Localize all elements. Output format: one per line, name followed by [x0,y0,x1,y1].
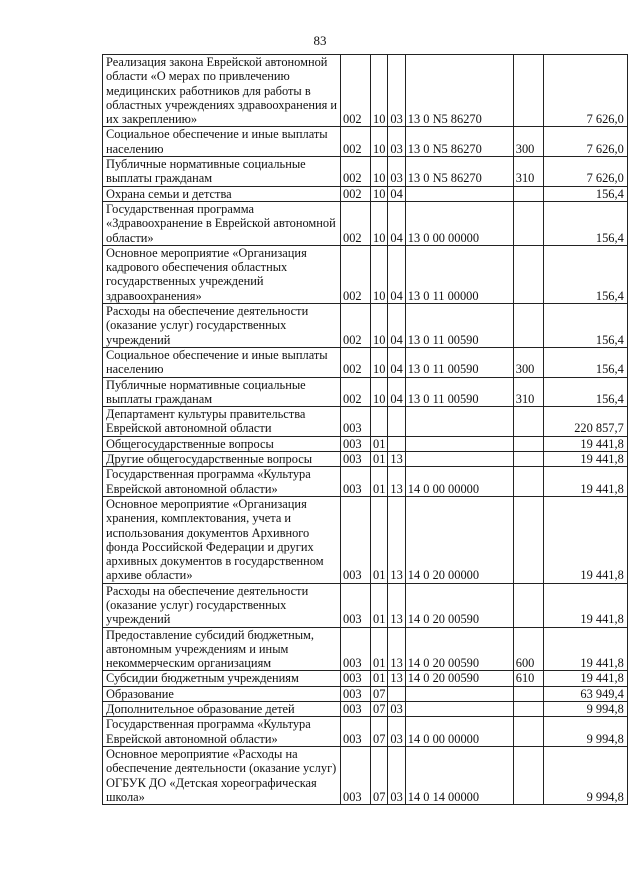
table-row [103,702,628,717]
row-rz-cell: 10 [371,186,388,201]
row-gr-cell: 003 [341,496,371,583]
row-pr-cell: 13 [388,627,405,671]
table-row [103,583,628,627]
row-vr-cell: 300 [513,127,543,157]
table-row [103,746,628,804]
row-rz-cell: 01 [371,671,388,686]
row-cs-cell: 13 0 N5 86270 [405,157,513,187]
row-gr-cell: 003 [341,627,371,671]
row-cs-cell: 13 0 11 00000 [405,245,513,303]
row-gr-cell: 002 [341,201,371,245]
row-sum-cell: 9 994,8 [543,746,627,804]
row-gr-cell: 003 [341,717,371,747]
row-vr-cell [513,452,543,467]
table-row [103,452,628,467]
table-row [103,671,628,686]
row-pr-cell: 04 [388,186,405,201]
row-rz-cell: 07 [371,702,388,717]
row-name-cell: Расходы на обеспечение деятельности (оказание услуг) государственных учреждений [103,583,341,627]
row-rz-cell: 10 [371,304,388,348]
row-name-cell: Расходы на обеспечение деятельности (оказание услуг) государственных учреждений [103,304,341,348]
row-rz-cell: 07 [371,686,388,701]
row-rz-cell: 01 [371,627,388,671]
row-name-cell: Публичные нормативные социальные выплаты гражданам [103,377,341,407]
row-cs-cell: 13 0 11 00590 [405,347,513,377]
row-pr-cell: 13 [388,452,405,467]
row-name-cell: Общегосударственные вопросы [103,436,341,451]
row-sum-cell: 19 441,8 [543,671,627,686]
row-gr-cell: 002 [341,377,371,407]
row-rz-cell: 07 [371,717,388,747]
row-sum-cell: 156,4 [543,201,627,245]
row-pr-cell: 04 [388,347,405,377]
row-gr-cell: 003 [341,671,371,686]
row-name-cell: Основное мероприятие «Организация кадрового обеспечения областных государственных учреждений здравоохранения» [103,245,341,303]
row-name-cell: Субсидии бюджетным учреждениям [103,671,341,686]
row-cs-cell [405,452,513,467]
table-row [103,686,628,701]
row-pr-cell [388,686,405,701]
row-cs-cell: 14 0 00 00000 [405,717,513,747]
row-rz-cell: 01 [371,452,388,467]
row-name-cell: Предоставление субсидий бюджетным, автономным учреждениям и иным некоммерческим организациям [103,627,341,671]
row-gr-cell: 002 [341,245,371,303]
row-gr-cell: 003 [341,746,371,804]
row-vr-cell: 310 [513,377,543,407]
table-row [103,717,628,747]
row-rz-cell: 01 [371,436,388,451]
row-cs-cell: 14 0 20 00590 [405,627,513,671]
row-name-cell: Государственная программа «Здравоохранение в Еврейской автономной области» [103,201,341,245]
row-cs-cell [405,186,513,201]
row-vr-cell [513,496,543,583]
row-vr-cell [513,304,543,348]
row-pr-cell: 03 [388,55,405,127]
row-cs-cell: 13 0 00 00000 [405,201,513,245]
budget-table [102,54,628,805]
row-cs-cell [405,702,513,717]
page-number: 83 [313,33,327,48]
table-row [103,467,628,497]
row-name-cell: Основное мероприятие «Организация хранения, комплектования, учета и использования документов Архивного фонда Российской Федерации и других архивных документов в государственном архиве области» [103,496,341,583]
row-gr-cell: 002 [341,127,371,157]
row-sum-cell: 156,4 [543,347,627,377]
row-gr-cell: 002 [341,347,371,377]
row-gr-cell: 002 [341,304,371,348]
row-sum-cell: 19 441,8 [543,436,627,451]
row-name-cell: Публичные нормативные социальные выплаты гражданам [103,157,341,187]
row-pr-cell: 13 [388,583,405,627]
table-row [103,436,628,451]
row-sum-cell: 9 994,8 [543,717,627,747]
table-row [103,496,628,583]
row-rz-cell: 01 [371,467,388,497]
row-cs-cell [405,436,513,451]
row-sum-cell: 7 626,0 [543,157,627,187]
row-sum-cell: 19 441,8 [543,496,627,583]
row-gr-cell: 002 [341,157,371,187]
row-sum-cell: 19 441,8 [543,583,627,627]
row-vr-cell [513,436,543,451]
row-gr-cell: 003 [341,702,371,717]
row-pr-cell: 13 [388,671,405,686]
row-rz-cell: 01 [371,496,388,583]
row-name-cell: Социальное обеспечение и иные выплаты населению [103,347,341,377]
row-vr-cell [513,717,543,747]
row-cs-cell: 14 0 20 00590 [405,583,513,627]
table-row [103,127,628,157]
row-vr-cell [513,201,543,245]
row-cs-cell: 13 0 11 00590 [405,377,513,407]
row-sum-cell: 7 626,0 [543,55,627,127]
row-pr-cell: 04 [388,304,405,348]
row-name-cell: Государственная программа «Культура Еврейской автономной области» [103,467,341,497]
row-cs-cell: 13 0 N5 86270 [405,55,513,127]
row-gr-cell: 003 [341,407,371,437]
row-name-cell: Социальное обеспечение и иные выплаты населению [103,127,341,157]
table-row [103,407,628,437]
row-pr-cell [388,407,405,437]
row-vr-cell [513,583,543,627]
row-cs-cell: 13 0 11 00590 [405,304,513,348]
row-vr-cell: 310 [513,157,543,187]
row-sum-cell: 156,4 [543,186,627,201]
table-row [103,55,628,127]
row-name-cell: Реализация закона Еврейской автономной области «О мерах по привлечению медицинских работников для работы в областных учреждениях здравоохранения и их закреплению» [103,55,341,127]
row-vr-cell [513,55,543,127]
row-rz-cell [371,407,388,437]
row-gr-cell: 003 [341,583,371,627]
row-name-cell: Департамент культуры правительства Еврейской автономной области [103,407,341,437]
row-vr-cell: 300 [513,347,543,377]
row-vr-cell [513,407,543,437]
row-sum-cell: 220 857,7 [543,407,627,437]
row-sum-cell: 7 626,0 [543,127,627,157]
row-vr-cell [513,702,543,717]
table-row [103,347,628,377]
row-cs-cell: 13 0 N5 86270 [405,127,513,157]
row-gr-cell: 003 [341,467,371,497]
row-name-cell: Образование [103,686,341,701]
row-pr-cell: 03 [388,127,405,157]
table-row [103,186,628,201]
row-gr-cell: 003 [341,686,371,701]
row-name-cell: Другие общегосударственные вопросы [103,452,341,467]
table-row [103,304,628,348]
row-sum-cell: 156,4 [543,304,627,348]
row-pr-cell: 04 [388,377,405,407]
row-sum-cell: 19 441,8 [543,627,627,671]
row-rz-cell: 10 [371,201,388,245]
table-row [103,157,628,187]
row-pr-cell: 13 [388,467,405,497]
table-row [103,245,628,303]
row-name-cell: Охрана семьи и детства [103,186,341,201]
table-row [103,377,628,407]
row-gr-cell: 002 [341,55,371,127]
row-sum-cell: 156,4 [543,245,627,303]
row-pr-cell: 03 [388,157,405,187]
row-pr-cell: 03 [388,746,405,804]
row-sum-cell: 156,4 [543,377,627,407]
row-cs-cell: 14 0 14 00000 [405,746,513,804]
row-vr-cell: 600 [513,627,543,671]
row-vr-cell [513,186,543,201]
row-sum-cell: 19 441,8 [543,452,627,467]
row-rz-cell: 10 [371,245,388,303]
row-sum-cell: 63 949,4 [543,686,627,701]
row-gr-cell: 003 [341,436,371,451]
row-rz-cell: 10 [371,347,388,377]
row-cs-cell [405,686,513,701]
row-sum-cell: 9 994,8 [543,702,627,717]
row-pr-cell: 03 [388,702,405,717]
row-vr-cell [513,245,543,303]
row-name-cell: Основное мероприятие «Расходы на обеспечение деятельности (оказание услуг) ОГБУК ДО «Детская хореографическая школа» [103,746,341,804]
row-name-cell: Государственная программа «Культура Еврейской автономной области» [103,717,341,747]
row-rz-cell: 07 [371,746,388,804]
row-pr-cell [388,436,405,451]
row-pr-cell: 04 [388,201,405,245]
row-cs-cell: 14 0 20 00000 [405,496,513,583]
row-rz-cell: 10 [371,127,388,157]
row-pr-cell: 04 [388,245,405,303]
row-vr-cell [513,686,543,701]
table-row [103,627,628,671]
row-vr-cell [513,467,543,497]
row-cs-cell: 14 0 00 00000 [405,467,513,497]
row-pr-cell: 03 [388,717,405,747]
row-rz-cell: 10 [371,157,388,187]
row-rz-cell: 10 [371,55,388,127]
row-rz-cell: 10 [371,377,388,407]
row-gr-cell: 003 [341,452,371,467]
row-vr-cell: 610 [513,671,543,686]
row-sum-cell: 19 441,8 [543,467,627,497]
row-vr-cell [513,746,543,804]
row-cs-cell: 14 0 20 00590 [405,671,513,686]
row-rz-cell: 01 [371,583,388,627]
row-gr-cell: 002 [341,186,371,201]
row-name-cell: Дополнительное образование детей [103,702,341,717]
table-row [103,201,628,245]
row-pr-cell: 13 [388,496,405,583]
row-cs-cell [405,407,513,437]
